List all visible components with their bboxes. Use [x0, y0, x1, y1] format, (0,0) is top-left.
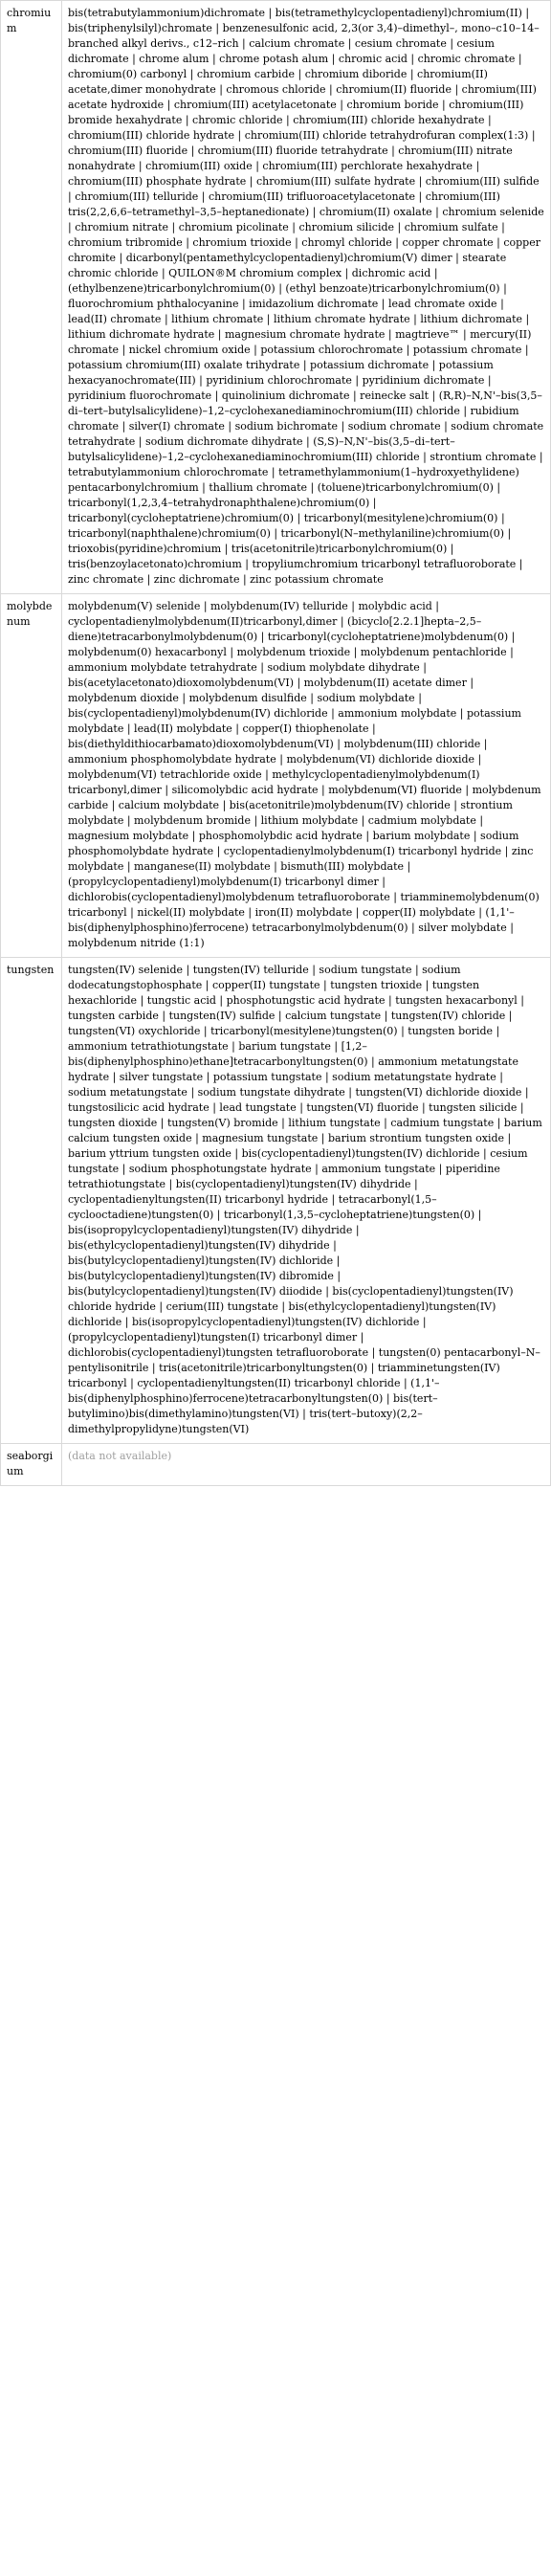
table-row-tungsten: [1, 958, 551, 1444]
table-row-chromium: [1, 1, 551, 594]
compound-list-cell: molybdenum(V) selenide | molybdenum(IV) telluride | molybdic acid | cyclopentadienylmolybdenum(II)tricarbonyl,dimer | (bicyclo[2.2.1]hepta–2,5–diene)tetracarbonylmolybdenum(0) | tricarbonyl(cycloheptatriene)molybdenum(0) | molybdenum(0) hexacarbonyl | molybdenum trioxide | molybdenum pentachloride | ammonium molybdate tetrahydrate | sodium molybdate dihydrate | bis(acetylacetonato)dioxomolybdenum(VI) | molybdenum(II) acetate dimer | molybdenum dioxide | molybdenum disulfide | sodium molybdate | bis(cyclopentadienyl)molybdenum(IV) dichloride | ammonium molybdate | potassium molybdate | lead(II) molybdate | copper(I) thiophenolate | bis(diethyldithiocarbamato)dioxomolybdenum(VI) | molybdenum(III) chloride | ammonium phosphomolybdate hydrate | molybdenum(VI) dichloride dioxide | molybdenum(VI) tetrachloride oxide | methylcyclopentadienylmolybdenum(I) tricarbonyl,dimer | silicomolybdic acid hydrate | molybdenum(VI) fluoride | molybdenum carbide | calcium molybdate | bis(acetonitrile)molybdenum(IV) chloride | strontium molybdate | molybdenum bromide | lithium molybdate | cadmium molybdate | magnesium molybdate | phosphomolybdic acid hydrate | barium molybdate | sodium phosphomolybdate hydrate | cyclopentadienylmolybdenum(I) tricarbonyl hydride | zinc molybdate | manganese(II) molybdate | bismuth(III) molybdate | (propylcyclopentadienyl)molybdenum(I) tricarbonyl dimer | dichlorobis(cyclopentadienyl)molybdenum tetrafluoroborate | triamminemolybdenum(0) tricarbonyl | nickel(II) molybdate | iron(II) molybdate | copper(II) molybdate | (1,1'–bis(diphenylphosphino)ferrocene) tetracarbonylmolybdenum(0) | silver molybdate | molybdenum nitride (1:1): [62, 594, 551, 958]
element-name-cell: molybdenum: [1, 594, 62, 958]
compound-list-cell: tungsten(IV) selenide | tungsten(IV) telluride | sodium tungstate | sodium dodecatungstophosphate | copper(II) tungstate | tungsten trioxide | tungsten hexachloride | tungstic acid | phosphotungstic acid hydrate | tungsten hexacarbonyl | tungsten carbide | tungsten(IV) sulfide | calcium tungstate | tungsten(IV) chloride | tungsten(VI) oxychloride | tricarbonyl(mesitylene)tungsten(0) | tungsten boride | ammonium tetrathiotungstate | barium tungstate | [1,2–bis(diphenylphosphino)ethane]tetracarbonyltungsten(0) | ammonium metatungstate hydrate | silver tungstate | potassium tungstate | sodium metatungstate hydrate | sodium metatungstate | sodium tungstate dihydrate | tungsten(VI) dichloride dioxide | tungstosilicic acid hydrate | lead tungstate | tungsten(VI) fluoride | tungsten silicide | tungsten dioxide | tungsten(V) bromide | lithium tungstate | cadmium tungstate | barium calcium tungsten oxide | magnesium tungstate | barium strontium tungsten oxide | barium yttrium tungsten oxide | bis(cyclopentadienyl)tungsten(IV) dichloride | cesium tungstate | sodium phosphotungstate hydrate | ammonium tungstate | piperidine tetrathiotungstate | bis(cyclopentadienyl)tungsten(IV) dihydride | cyclopentadienyltungsten(II) tricarbonyl hydride | tetracarbonyl(1,5–cyclooctadiene)tungsten(0) | tricarbonyl(1,3,5–cycloheptatriene)tungsten(0) | bis(isopropylcyclopentadienyl)tungsten(IV) dihydride | bis(ethylcyclopentadienyl)tungsten(IV) dihydride | bis(butylcyclopentadienyl)tungsten(IV) dichloride | bis(butylcyclopentadienyl)tungsten(IV) dibromide | bis(butylcyclopentadienyl)tungsten(IV) diiodide | bis(cyclopentadienyl)tungsten(IV) chloride hydride | cerium(III) tungstate | bis(ethylcyclopentadienyl)tungsten(IV) dichloride | bis(isopropylcyclopentadienyl)tungsten(IV) dichloride | (propylcyclopentadienyl)tungsten(I) tricarbonyl dimer | dichlorobis(cyclopentadienyl)tungsten tetrafluoroborate | tungsten(0) pentacarbonyl–N–pentylisonitrile | tris(acetonitrile)tricarbonyltungsten(0) | triamminetungsten(IV) tricarbonyl | cyclopentadienyltungsten(II) tricarbonyl chloride | (1,1'–bis(diphenylphosphino)ferrocene)tetracarbonyltungsten(0) | bis(tert–butylimino)bis(dimethylamino)tungsten(VI) | tris(tert–butoxy)(2,2–dimethylpropylidyne)tungsten(VI): [62, 958, 551, 1444]
table-row-molybdenum: [1, 594, 551, 958]
element-name-cell: seaborgium: [1, 1444, 62, 1486]
element-name-cell: chromium: [1, 1, 62, 594]
compound-list-cell: (data not available): [62, 1444, 551, 1486]
table-row-seaborgium: [1, 1444, 551, 1486]
compound-list-cell: bis(tetrabutylammonium)dichromate | bis(tetramethylcyclopentadienyl)chromium(II) | bis(triphenylsilyl)chromate | benzenesulfonic acid, 2,3(or 3,4)–dimethyl–, mono–c10–14–branched alkyl derivs., c12–rich | calcium chromate | cesium chromate | cesium dichromate | chrome alum | chrome potash alum | chromic acid | chromic chromate | chromium(0) carbonyl | chromium carbide | chromium diboride | chromium(II) acetate,dimer monohydrate | chromous chloride | chromium(II) fluoride | chromium(III) acetate hydroxide | chromium(III) acetylacetonate | chromium boride | chromium(III) bromide hexahydrate | chromic chloride | chromium(III) chloride hexahydrate | chromium(III) chloride hydrate | chromium(III) chloride tetrahydrofuran complex(1:3) | chromium(III) fluoride | chromium(III) fluoride tetrahydrate | chromium(III) nitrate nonahydrate | chromium(III) oxide | chromium(III) perchlorate hexahydrate | chromium(III) phosphate hydrate | chromium(III) sulfate hydrate | chromium(III) sulfide | chromium(III) telluride | chromium(III) trifluoroacetylacetonate | chromium(III) tris(2,2,6,6–tetramethyl–3,5–heptanedionate) | chromium(II) oxalate | chromium selenide | chromium nitrate | chromium picolinate | chromium silicide | chromium sulfate | chromium tribromide | chromium trioxide | chromyl chloride | copper chromate | copper chromite | dicarbonyl(pentamethylcyclopentadienyl)chromium(V) dimer | stearate chromic chloride | QUILON®M chromium complex | dichromic acid | (ethylbenzene)tricarbonylchromium(0) | (ethyl benzoate)tricarbonylchromium(0) | fluorochromium phthalocyanine | imidazolium dichromate | lead chromate oxide | lead(II) chromate | lithium chromate | lithium chromate hydrate | lithium dichromate | lithium dichromate hydrate | magnesium chromate hydrate | magtrieve™ | mercury(II) chromate | nickel chromium oxide | potassium chlorochromate | potassium chromate | potassium chromium(III) oxalate trihydrate | potassium dichromate | potassium hexacyanochromate(III) | pyridinium chlorochromate | pyridinium dichromate | pyridinium fluorochromate | quinolinium dichromate | reinecke salt | (R,R)–N,N'–bis(3,5–di–tert–butylsalicylidene)–1,2–cyclohexanediaminochromium(III) chloride | rubidium chromate | silver(I) chromate | sodium bichromate | sodium chromate | sodium chromate tetrahydrate | sodium dichromate dihydrate | (S,S)–N,N'–bis(3,5–di–tert–butylsalicylidene)–1,2–cyclohexanediaminochromium(III) chloride | strontium chromate | tetrabutylammonium chlorochromate | tetramethylammonium(1–hydroxyethylidene) pentacarbonylchromium | thallium chromate | (toluene)tricarbonylchromium(0) | tricarbonyl(1,2,3,4–tetrahydronaphthalene)chromium(0) | tricarbonyl(cycloheptatriene)chromium(0) | tricarbonyl(mesitylene)chromium(0) | tricarbonyl(naphthalene)chromium(0) | tricarbonyl(N–methylaniline)chromium(0) | trioxobis(pyridine)chromium | tris(acetonitrile)tricarbonylchromium(0) | tris(benzoylacetonato)chromium | tropyliumchromium tricarbonyl tetrafluoroborate | zinc chromate | zinc dichromate | zinc potassium chromate: [62, 1, 551, 594]
element-name-cell: tungsten: [1, 958, 62, 1444]
